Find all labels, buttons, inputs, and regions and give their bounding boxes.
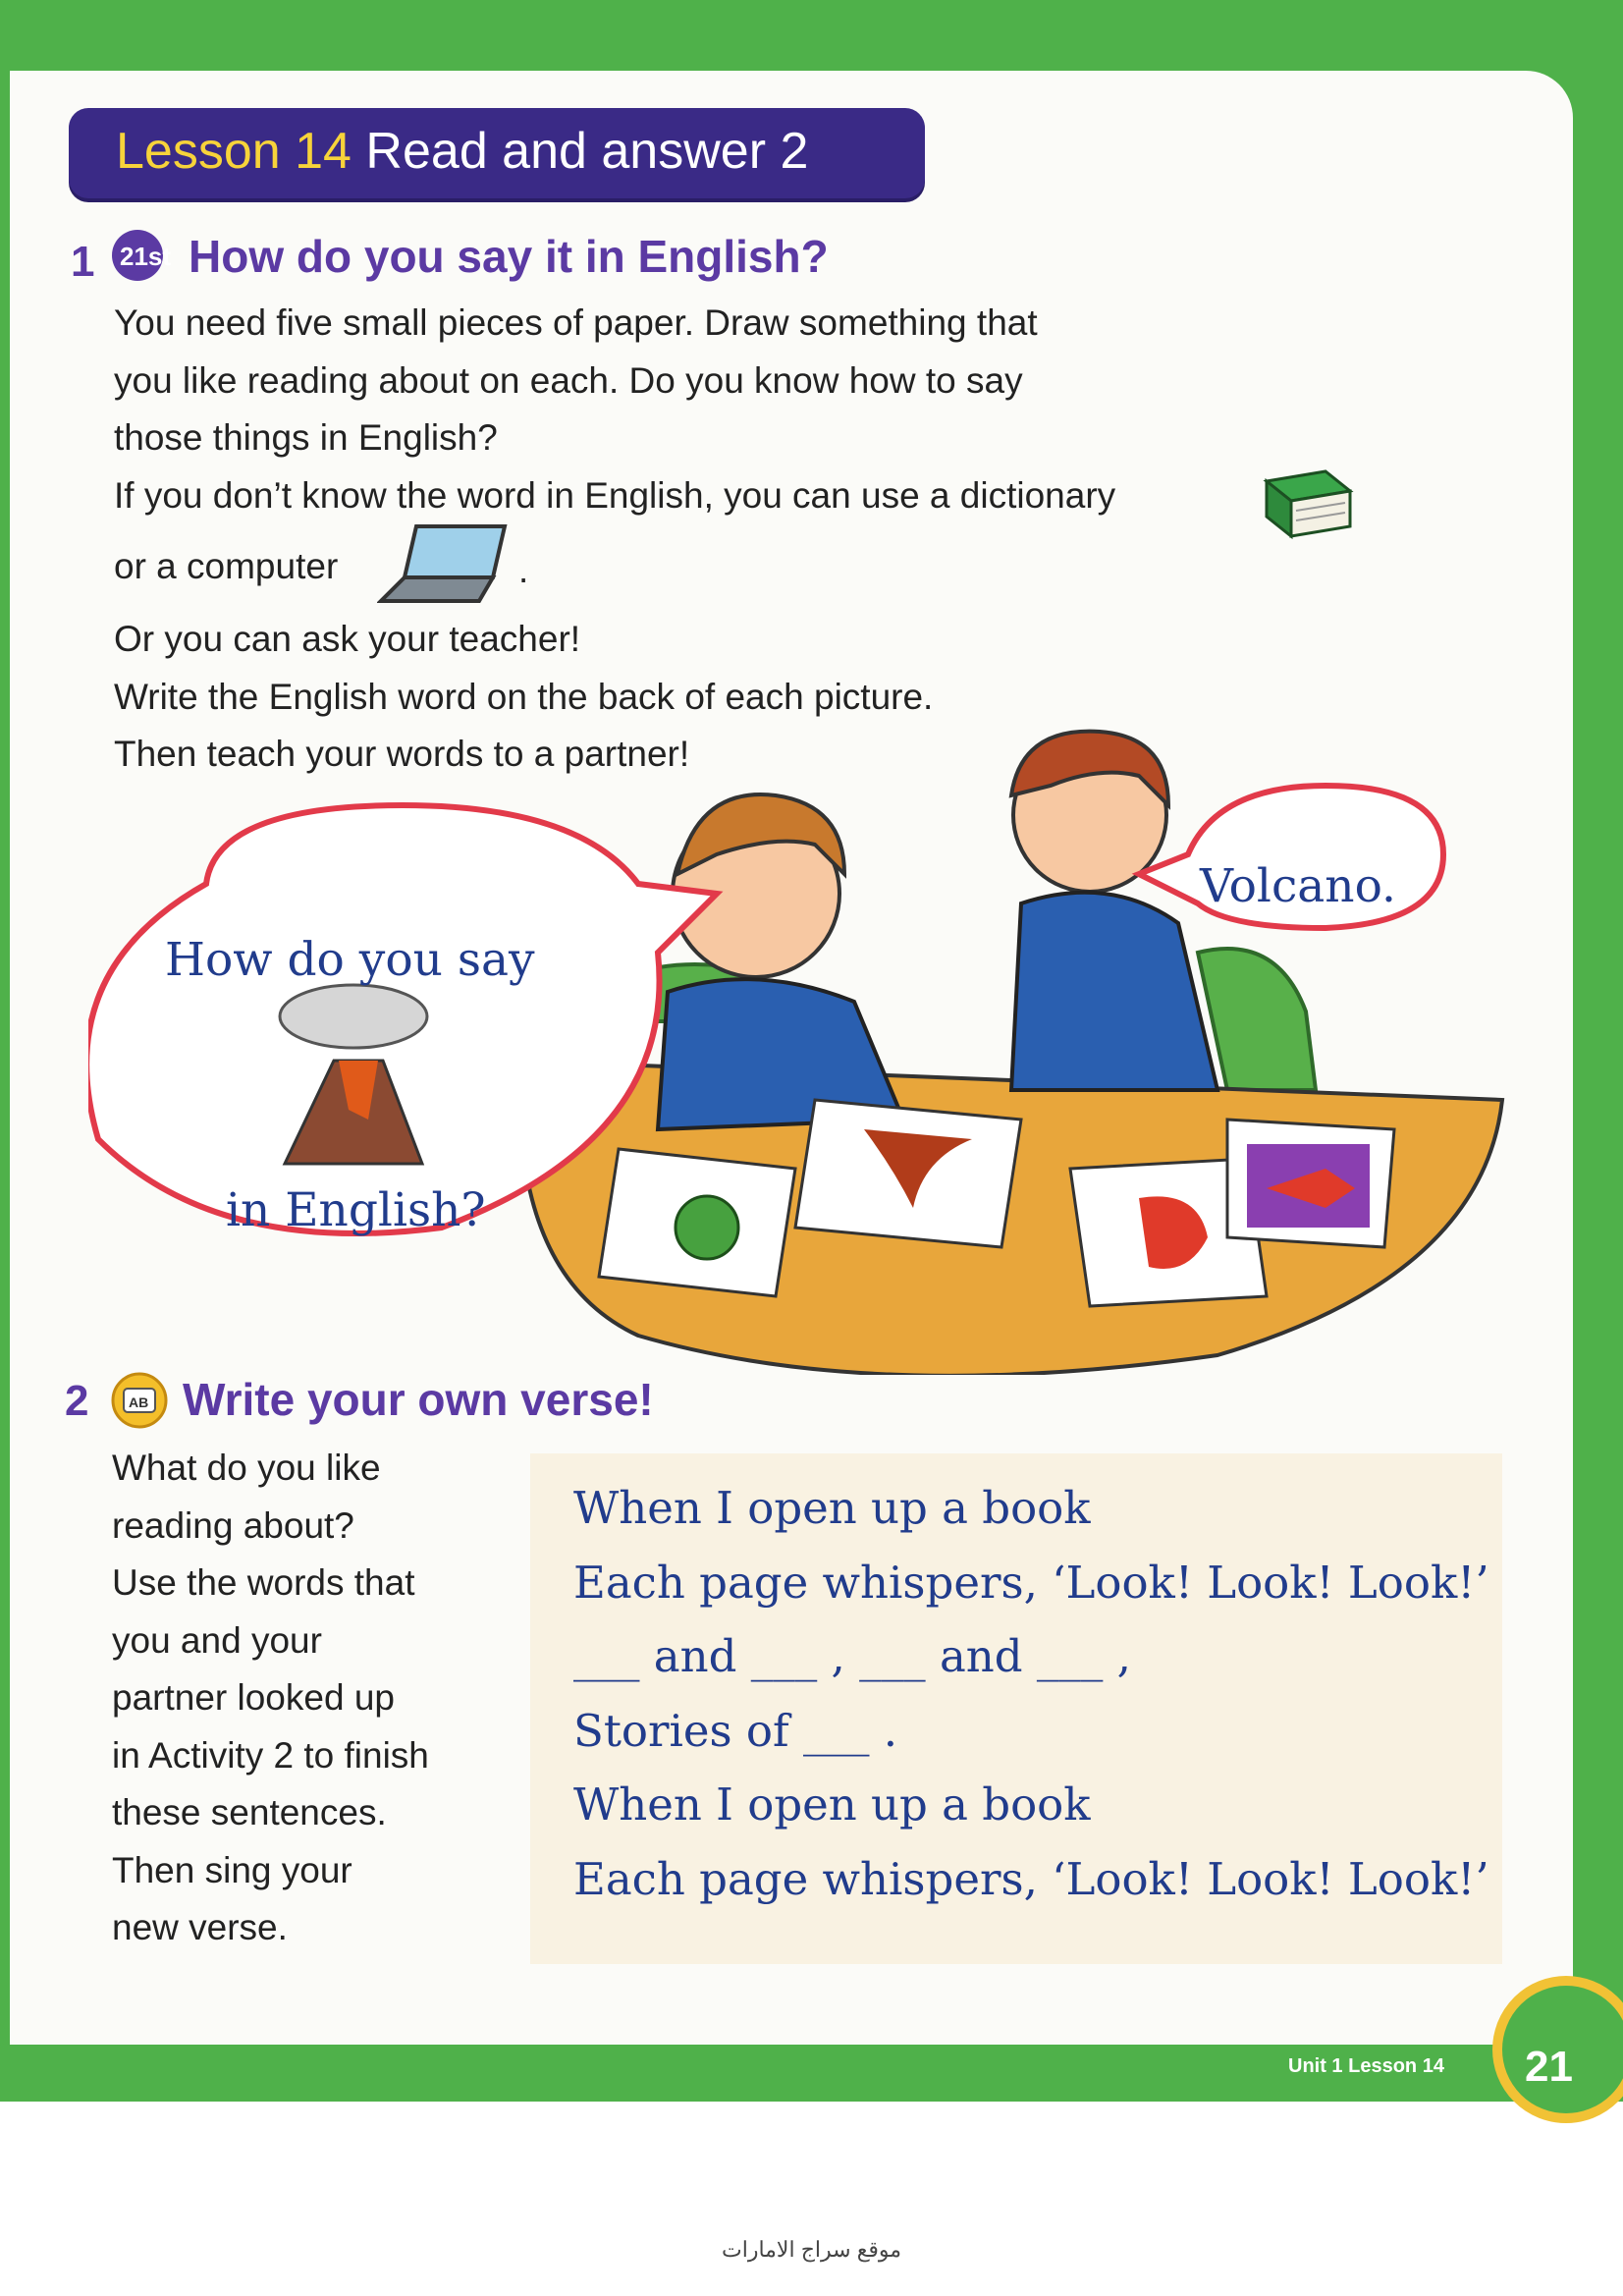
site-watermark-text: موقع سراج الامارات [722, 2237, 902, 2262]
paragraph-line: Write the English word on the back of each picture. [114, 676, 934, 717]
paragraph-line: If you don’t know the word in English, you can use a dictionary [114, 474, 1116, 516]
lesson-label: Lesson 14 [116, 123, 352, 180]
paragraph-line: you like reading about on each. Do you know how to say [114, 359, 1023, 401]
section-2-instructions [112, 1440, 429, 1957]
page-number: 21 [1525, 2043, 1573, 2091]
monster-picture-card [599, 1149, 795, 1296]
computer-text: or a computer [114, 546, 339, 586]
lesson-title-text: Read and answer 2 [365, 123, 809, 180]
laptop-computer-icon [377, 519, 514, 607]
dictionary-book-icon [1257, 462, 1355, 540]
song-line: When I open up a book [573, 1482, 1091, 1534]
song-line: Each page whispers, ‘Look! Look! Look!’ [573, 1556, 1489, 1609]
song-line: When I open up a book [573, 1778, 1091, 1831]
paragraph-line: Then teach your words to a partner! [114, 734, 690, 774]
paragraph-line: Or you can ask your teacher! [114, 619, 581, 659]
21st-century-skills-icon [110, 228, 179, 287]
instruction-line: these sentences. [112, 1792, 387, 1832]
section-2-number: 2 [65, 1377, 89, 1425]
lesson-title [116, 122, 808, 181]
song-line: Stories of ___ . [573, 1704, 898, 1757]
instruction-line: Then sing your [112, 1849, 352, 1890]
activity-book-icon [110, 1371, 175, 1430]
21st-icon-text: 21st [120, 242, 172, 271]
section-1-text [114, 295, 1115, 524]
instruction-line: in Activity 2 to finish [112, 1734, 429, 1776]
section-1-number: 1 [71, 238, 95, 286]
paragraph-line: those things in English? [114, 417, 498, 458]
paragraph-line-computer [114, 538, 338, 596]
computer-period: . [518, 550, 529, 590]
volcano-picture-card [795, 1100, 1021, 1247]
instruction-line: reading about? [112, 1504, 354, 1546]
instruction-line: What do you like [112, 1448, 381, 1488]
song-verse-box [530, 1453, 1502, 1964]
instruction-line: partner looked up [112, 1677, 395, 1718]
ab-icon-text: AB [129, 1394, 149, 1410]
section-1-title: How do you say it in English? [189, 231, 829, 282]
paragraph-line: You need five small pieces of paper. Draw something that [114, 302, 1038, 343]
children-with-pictures-illustration [88, 727, 1522, 1375]
lesson-banner [69, 108, 925, 198]
instruction-line: Use the words that [112, 1562, 415, 1603]
instruction-line: new verse. [112, 1907, 288, 1947]
bubble-right-text: Volcano. [1200, 859, 1396, 913]
song-line: ___ and ___ , ___ and ___ , [573, 1630, 1131, 1683]
instruction-line: you and your [112, 1619, 322, 1661]
rocket-picture-card [1227, 1120, 1394, 1247]
section-2-title: Write your own verse! [183, 1374, 654, 1425]
song-line: Each page whispers, ‘Look! Look! Look!’ [573, 1852, 1489, 1905]
song-lines [573, 1471, 1489, 1917]
bubble-left-line2: in English? [226, 1183, 486, 1237]
footer-unit-lesson: Unit 1 Lesson 14 [1288, 2055, 1444, 2077]
bubble-left-line1: How do you say [165, 933, 535, 987]
